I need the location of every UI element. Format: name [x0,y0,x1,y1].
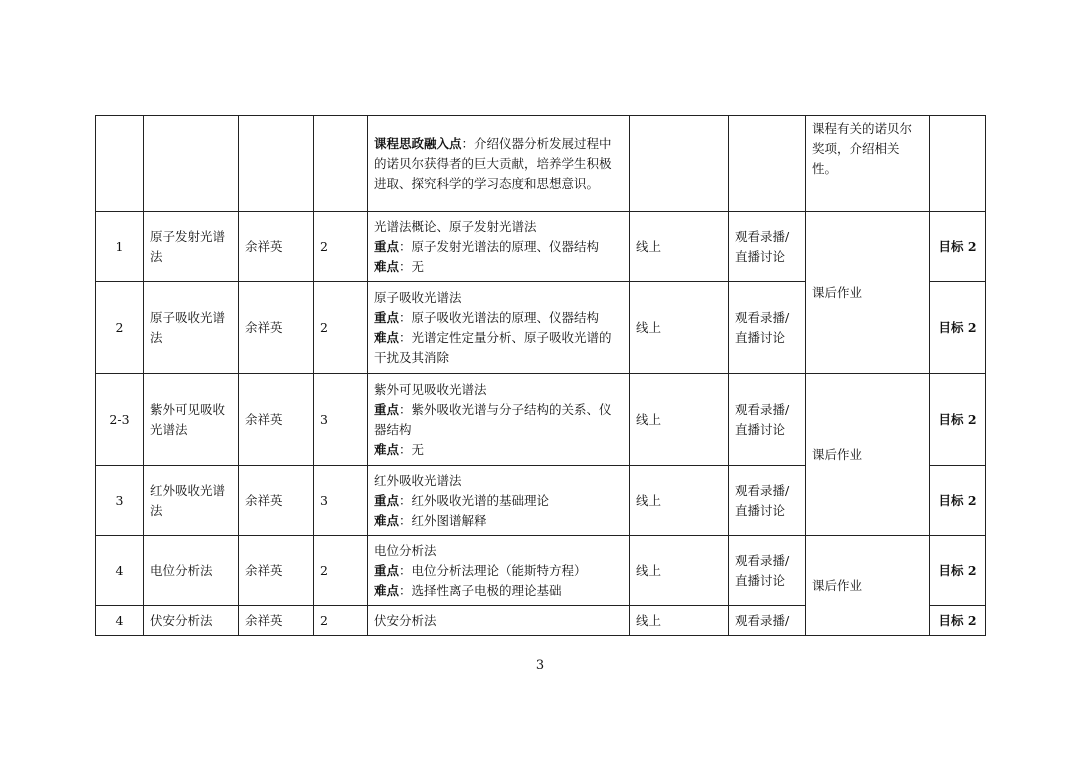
cell-empty [144,116,239,212]
session-number: 3 [96,466,144,536]
goal-cell: 目标 2 [930,282,986,374]
teacher-cell: 余祥英 [239,606,314,636]
teacher-cell: 余祥英 [239,282,314,374]
method-cell: 观看录播/直播讨论 [729,212,806,282]
key-label: 重点 [374,309,400,325]
course-schedule-table [95,115,986,636]
goal-cell: 目标 2 [930,374,986,466]
method-cell: 观看录播/ [729,606,806,636]
content-cell [368,374,630,466]
ideology-label: 课程思政融入点 [374,135,462,151]
session-number: 4 [96,536,144,606]
cell-empty [314,116,368,212]
homework-cell: 课后作业 [806,536,930,636]
session-number: 2 [96,282,144,374]
topic-cell: 红外吸收光谱法 [144,466,239,536]
goal-cell: 目标 2 [930,536,986,606]
content-cell [368,212,630,282]
hours-cell: 3 [314,374,368,466]
goal-cell: 目标 2 [930,212,986,282]
difficulty-text: ：无 [399,258,425,274]
difficulty-text: ：选择性离子电极的理论基础 [399,582,562,598]
difficulty-label: 难点 [374,329,400,345]
topic-cell: 伏安分析法 [144,606,239,636]
method-cell: 观看录播/直播讨论 [729,536,806,606]
hours-cell: 2 [314,536,368,606]
method-cell: 观看录播/直播讨论 [729,374,806,466]
hours-cell: 2 [314,212,368,282]
method-cell: 观看录播/直播讨论 [729,282,806,374]
content-title: 光谱法概论、原子发射光谱法 [374,218,537,234]
content-cell [368,536,630,606]
teacher-cell: 余祥英 [239,536,314,606]
cell-empty [630,116,729,212]
table-row [96,374,986,466]
difficulty-text: ：红外图谱解释 [399,512,487,528]
session-number: 4 [96,606,144,636]
homework-cell: 课后作业 [806,374,930,536]
hours-cell: 3 [314,466,368,536]
session-number: 2-3 [96,374,144,466]
ideology-cell [368,116,630,212]
difficulty-text: ：光谱定性定量分析、原子吸收光谱的干扰及其消除 [374,329,612,365]
key-text: ：红外吸收光谱的基础理论 [399,492,550,508]
content-title: 伏安分析法 [374,612,437,628]
content-title: 电位分析法 [374,542,437,558]
content-cell [368,606,630,636]
difficulty-label: 难点 [374,582,400,598]
content-cell [368,466,630,536]
format-cell: 线上 [630,606,729,636]
key-text: ：电位分析法理论（能斯特方程） [399,562,587,578]
cell-empty [239,116,314,212]
topic-cell: 电位分析法 [144,536,239,606]
topic-cell: 原子吸收光谱法 [144,282,239,374]
cell-empty [96,116,144,212]
key-text: ：紫外吸收光谱与分子结构的关系、仪器结构 [374,401,612,437]
difficulty-label: 难点 [374,258,400,274]
content-title: 紫外可见吸收光谱法 [374,381,487,397]
key-label: 重点 [374,401,400,417]
teacher-cell: 余祥英 [239,466,314,536]
session-number: 1 [96,212,144,282]
cell-empty [930,116,986,212]
goal-cell: 目标 2 [930,606,986,636]
teacher-cell: 余祥英 [239,374,314,466]
table-row [96,212,986,282]
topic-cell: 原子发射光谱法 [144,212,239,282]
goal-cell: 目标 2 [930,466,986,536]
teacher-cell: 余祥英 [239,212,314,282]
format-cell: 线上 [630,466,729,536]
key-label: 重点 [374,238,400,254]
ideology-text: ：介绍仪器分析发展过程中的诺贝尔获得者的巨大贡献，培养学生积极进取、探究科学的学习态度和思想意识。 [374,135,612,191]
key-text: ：原子吸收光谱法的原理、仪器结构 [399,309,600,325]
homework-cell: 课后作业 [806,212,930,374]
content-title: 红外吸收光谱法 [374,472,462,488]
key-label: 重点 [374,492,400,508]
hours-cell: 2 [314,606,368,636]
difficulty-text: ：无 [399,441,425,457]
difficulty-label: 难点 [374,441,400,457]
method-cell: 观看录播/直播讨论 [729,466,806,536]
format-cell: 线上 [630,374,729,466]
key-label: 重点 [374,562,400,578]
table-row [96,536,986,606]
cell-empty [729,116,806,212]
difficulty-label: 难点 [374,512,400,528]
format-cell: 线上 [630,212,729,282]
format-cell: 线上 [630,536,729,606]
nobel-note: 课程有关的诺贝尔奖项，介绍相关性。 [806,116,930,212]
content-cell [368,282,630,374]
format-cell: 线上 [630,282,729,374]
page-number: 3 [535,658,545,673]
content-title: 原子吸收光谱法 [374,289,462,305]
topic-cell: 紫外可见吸收光谱法 [144,374,239,466]
table-row-ideology [96,116,986,212]
hours-cell: 2 [314,282,368,374]
key-text: ：原子发射光谱法的原理、仪器结构 [399,238,600,254]
